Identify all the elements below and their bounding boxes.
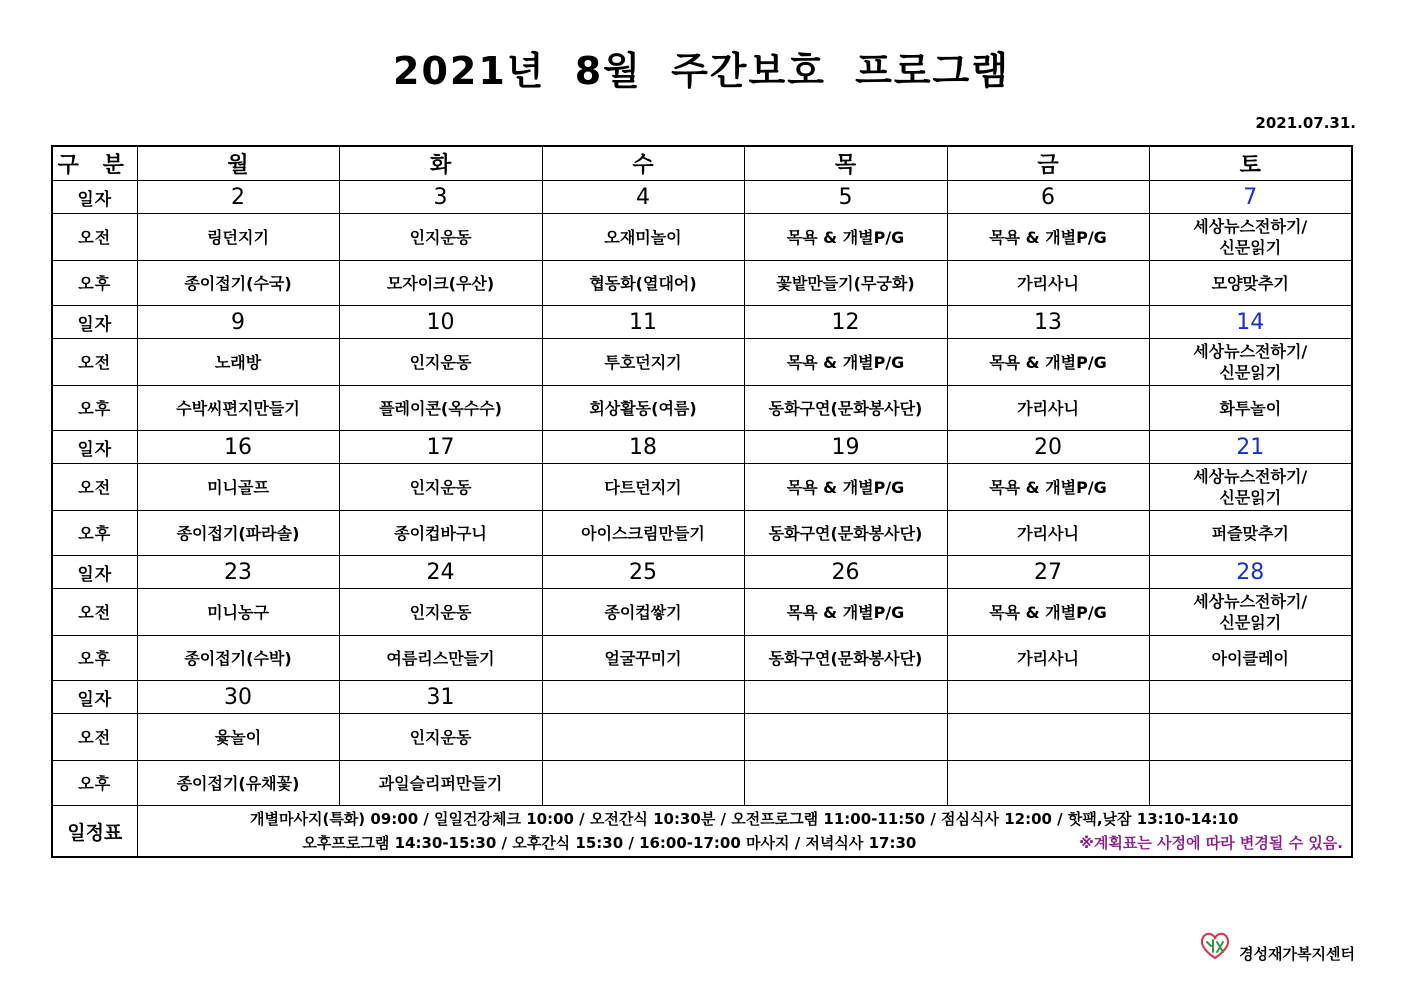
program-line: 신문읽기: [1219, 613, 1282, 632]
date-cell: 25: [542, 556, 744, 589]
program-cell: 오재미놀이: [542, 214, 744, 261]
program-cell: 목욕 & 개별P/G: [947, 464, 1149, 511]
program-cell: 가리사니: [947, 636, 1149, 681]
program-cell: [1149, 761, 1352, 806]
date-cell: 10: [339, 306, 542, 339]
program-line: 신문읽기: [1219, 238, 1282, 257]
plan-line-2-text: 오후프로그램 14:30-15:30 / 오후간식 15:30 / 16:00-17:00 마사지 / 저녁식사 17:30: [302, 834, 917, 852]
date-cell: 3: [339, 181, 542, 214]
row-label-pm: 오후: [52, 386, 137, 431]
weekly-schedule-table: [51, 145, 1353, 858]
row-label-day: 일자: [52, 181, 137, 214]
program-cell: 모양맞추기: [1149, 261, 1352, 306]
header-thursday: 목: [744, 146, 947, 181]
program-cell: [542, 761, 744, 806]
date-cell: 11: [542, 306, 744, 339]
date-cell: 21: [1149, 431, 1352, 464]
day-row: [52, 431, 1352, 464]
row-label-day: 일자: [52, 306, 137, 339]
am-row: [52, 464, 1352, 511]
date-cell: 24: [339, 556, 542, 589]
program-cell: 가리사니: [947, 261, 1149, 306]
program-cell: 협동화(열대어): [542, 261, 744, 306]
pm-row: [52, 386, 1352, 431]
header-category: 구 분: [52, 146, 137, 181]
program-cell: 여름리스만들기: [339, 636, 542, 681]
program-cell: 종이컵바구니: [339, 511, 542, 556]
page-title: 2021년 8월 주간보호 프로그램: [393, 49, 1010, 93]
program-cell: 미니골프: [137, 464, 339, 511]
program-cell: [1149, 464, 1352, 511]
program-cell: 링던지기: [137, 214, 339, 261]
date-cell: 7: [1149, 181, 1352, 214]
program-cell: [1149, 589, 1352, 636]
date-cell: 28: [1149, 556, 1352, 589]
program-cell: 목욕 & 개별P/G: [744, 339, 947, 386]
program-cell: 목욕 & 개별P/G: [947, 339, 1149, 386]
header-wednesday: 수: [542, 146, 744, 181]
program-cell: 인지운동: [339, 589, 542, 636]
header-saturday: 토: [1149, 146, 1352, 181]
program-cell: [542, 714, 744, 761]
am-row: [52, 589, 1352, 636]
row-label-pm: 오후: [52, 261, 137, 306]
row-label-am: 오전: [52, 589, 137, 636]
program-cell: 아이클레이: [1149, 636, 1352, 681]
day-row: [52, 306, 1352, 339]
program-cell: 아이스크림만들기: [542, 511, 744, 556]
daily-plan: [137, 806, 1352, 858]
program-cell: 종이컵쌓기: [542, 589, 744, 636]
document-date: 2021.07.31.: [1255, 114, 1356, 132]
program-cell: 투호던지기: [542, 339, 744, 386]
program-cell: 꽃밭만들기(무궁화): [744, 261, 947, 306]
change-notice: ※계획표는 사정에 따라 변경될 수 있음.: [1079, 834, 1343, 852]
plan-line-2: [140, 831, 1350, 855]
plan-row: [52, 806, 1352, 858]
program-cell: 가리사니: [947, 386, 1149, 431]
row-label-day: 일자: [52, 681, 137, 714]
program-cell: 과일슬리퍼만들기: [339, 761, 542, 806]
program-cell: [947, 761, 1149, 806]
program-cell: 노래방: [137, 339, 339, 386]
program-cell: 모자이크(우산): [339, 261, 542, 306]
program-line: 세상뉴스전하기/: [1193, 342, 1308, 361]
program-line: 세상뉴스전하기/: [1193, 217, 1308, 236]
program-cell: 목욕 & 개별P/G: [744, 214, 947, 261]
row-label-pm: 오후: [52, 761, 137, 806]
program-cell: 화투놀이: [1149, 386, 1352, 431]
pm-row: [52, 261, 1352, 306]
pm-row: [52, 636, 1352, 681]
date-cell: 27: [947, 556, 1149, 589]
program-cell: 윷놀이: [137, 714, 339, 761]
pm-row: [52, 761, 1352, 806]
am-row: [52, 339, 1352, 386]
care-center-logo-icon: [1197, 928, 1233, 964]
program-cell: 동화구연(문화봉사단): [744, 636, 947, 681]
plan-line-1: 개별마사지(특화) 09:00 / 일일건강체크 10:00 / 오전간식 10:30분 / 오전프로그램 11:00-11:50 / 점심식사 12:00 / 핫팩,낮잠 13:10-14:10: [250, 810, 1239, 828]
row-label-pm: 오후: [52, 511, 137, 556]
date-cell: 31: [339, 681, 542, 714]
program-line: 신문읽기: [1219, 363, 1282, 382]
date-cell: 14: [1149, 306, 1352, 339]
date-cell: 5: [744, 181, 947, 214]
date-cell: 13: [947, 306, 1149, 339]
program-cell: 얼굴꾸미기: [542, 636, 744, 681]
row-label-day: 일자: [52, 431, 137, 464]
program-cell: [1149, 714, 1352, 761]
program-cell: 다트던지기: [542, 464, 744, 511]
date-cell: 12: [744, 306, 947, 339]
date-cell: 23: [137, 556, 339, 589]
program-cell: [1149, 214, 1352, 261]
day-row: [52, 556, 1352, 589]
date-cell: 16: [137, 431, 339, 464]
program-cell: 목욕 & 개별P/G: [744, 589, 947, 636]
date-cell: 4: [542, 181, 744, 214]
header-tuesday: 화: [339, 146, 542, 181]
header-row: [52, 146, 1352, 181]
program-cell: [744, 714, 947, 761]
program-cell: [947, 714, 1149, 761]
program-line: 세상뉴스전하기/: [1193, 592, 1308, 611]
date-cell: [947, 681, 1149, 714]
day-row: [52, 181, 1352, 214]
date-cell: 9: [137, 306, 339, 339]
row-label-am: 오전: [52, 714, 137, 761]
program-cell: 인지운동: [339, 214, 542, 261]
program-cell: 종이접기(수박): [137, 636, 339, 681]
program-cell: 회상활동(여름): [542, 386, 744, 431]
row-label-pm: 오후: [52, 636, 137, 681]
header-friday: 금: [947, 146, 1149, 181]
date-cell: 20: [947, 431, 1149, 464]
date-cell: 2: [137, 181, 339, 214]
program-cell: 플레이콘(옥수수): [339, 386, 542, 431]
program-cell: 목욕 & 개별P/G: [947, 589, 1149, 636]
date-cell: 19: [744, 431, 947, 464]
am-row: [52, 714, 1352, 761]
day-row: [52, 681, 1352, 714]
program-cell: 인지운동: [339, 339, 542, 386]
row-label-am: 오전: [52, 464, 137, 511]
program-cell: 퍼즐맞추기: [1149, 511, 1352, 556]
organization-name: 경성재가복지센터: [1239, 944, 1355, 963]
program-cell: 수박씨편지만들기: [137, 386, 339, 431]
program-cell: 동화구연(문화봉사단): [744, 511, 947, 556]
program-cell: 동화구연(문화봉사단): [744, 386, 947, 431]
program-cell: 가리사니: [947, 511, 1149, 556]
date-cell: [1149, 681, 1352, 714]
program-cell: 종이접기(수국): [137, 261, 339, 306]
program-cell: [744, 761, 947, 806]
date-cell: 26: [744, 556, 947, 589]
date-cell: 30: [137, 681, 339, 714]
header-monday: 월: [137, 146, 339, 181]
date-cell: 18: [542, 431, 744, 464]
program-cell: 미니농구: [137, 589, 339, 636]
program-cell: 인지운동: [339, 464, 542, 511]
program-cell: 인지운동: [339, 714, 542, 761]
program-cell: 목욕 & 개별P/G: [947, 214, 1149, 261]
pm-row: [52, 511, 1352, 556]
row-label-am: 오전: [52, 214, 137, 261]
plan-label: 일정표: [52, 806, 137, 858]
row-label-am: 오전: [52, 339, 137, 386]
program-line: 세상뉴스전하기/: [1193, 467, 1308, 486]
date-cell: [744, 681, 947, 714]
program-cell: 목욕 & 개별P/G: [744, 464, 947, 511]
row-label-day: 일자: [52, 556, 137, 589]
program-line: 신문읽기: [1219, 488, 1282, 507]
program-cell: 종이접기(파라솔): [137, 511, 339, 556]
am-row: [52, 214, 1352, 261]
date-cell: 17: [339, 431, 542, 464]
date-cell: 6: [947, 181, 1149, 214]
footer: [1197, 928, 1355, 964]
schedule-body: [52, 181, 1352, 806]
program-cell: 종이접기(유채꽃): [137, 761, 339, 806]
date-cell: [542, 681, 744, 714]
program-cell: [1149, 339, 1352, 386]
